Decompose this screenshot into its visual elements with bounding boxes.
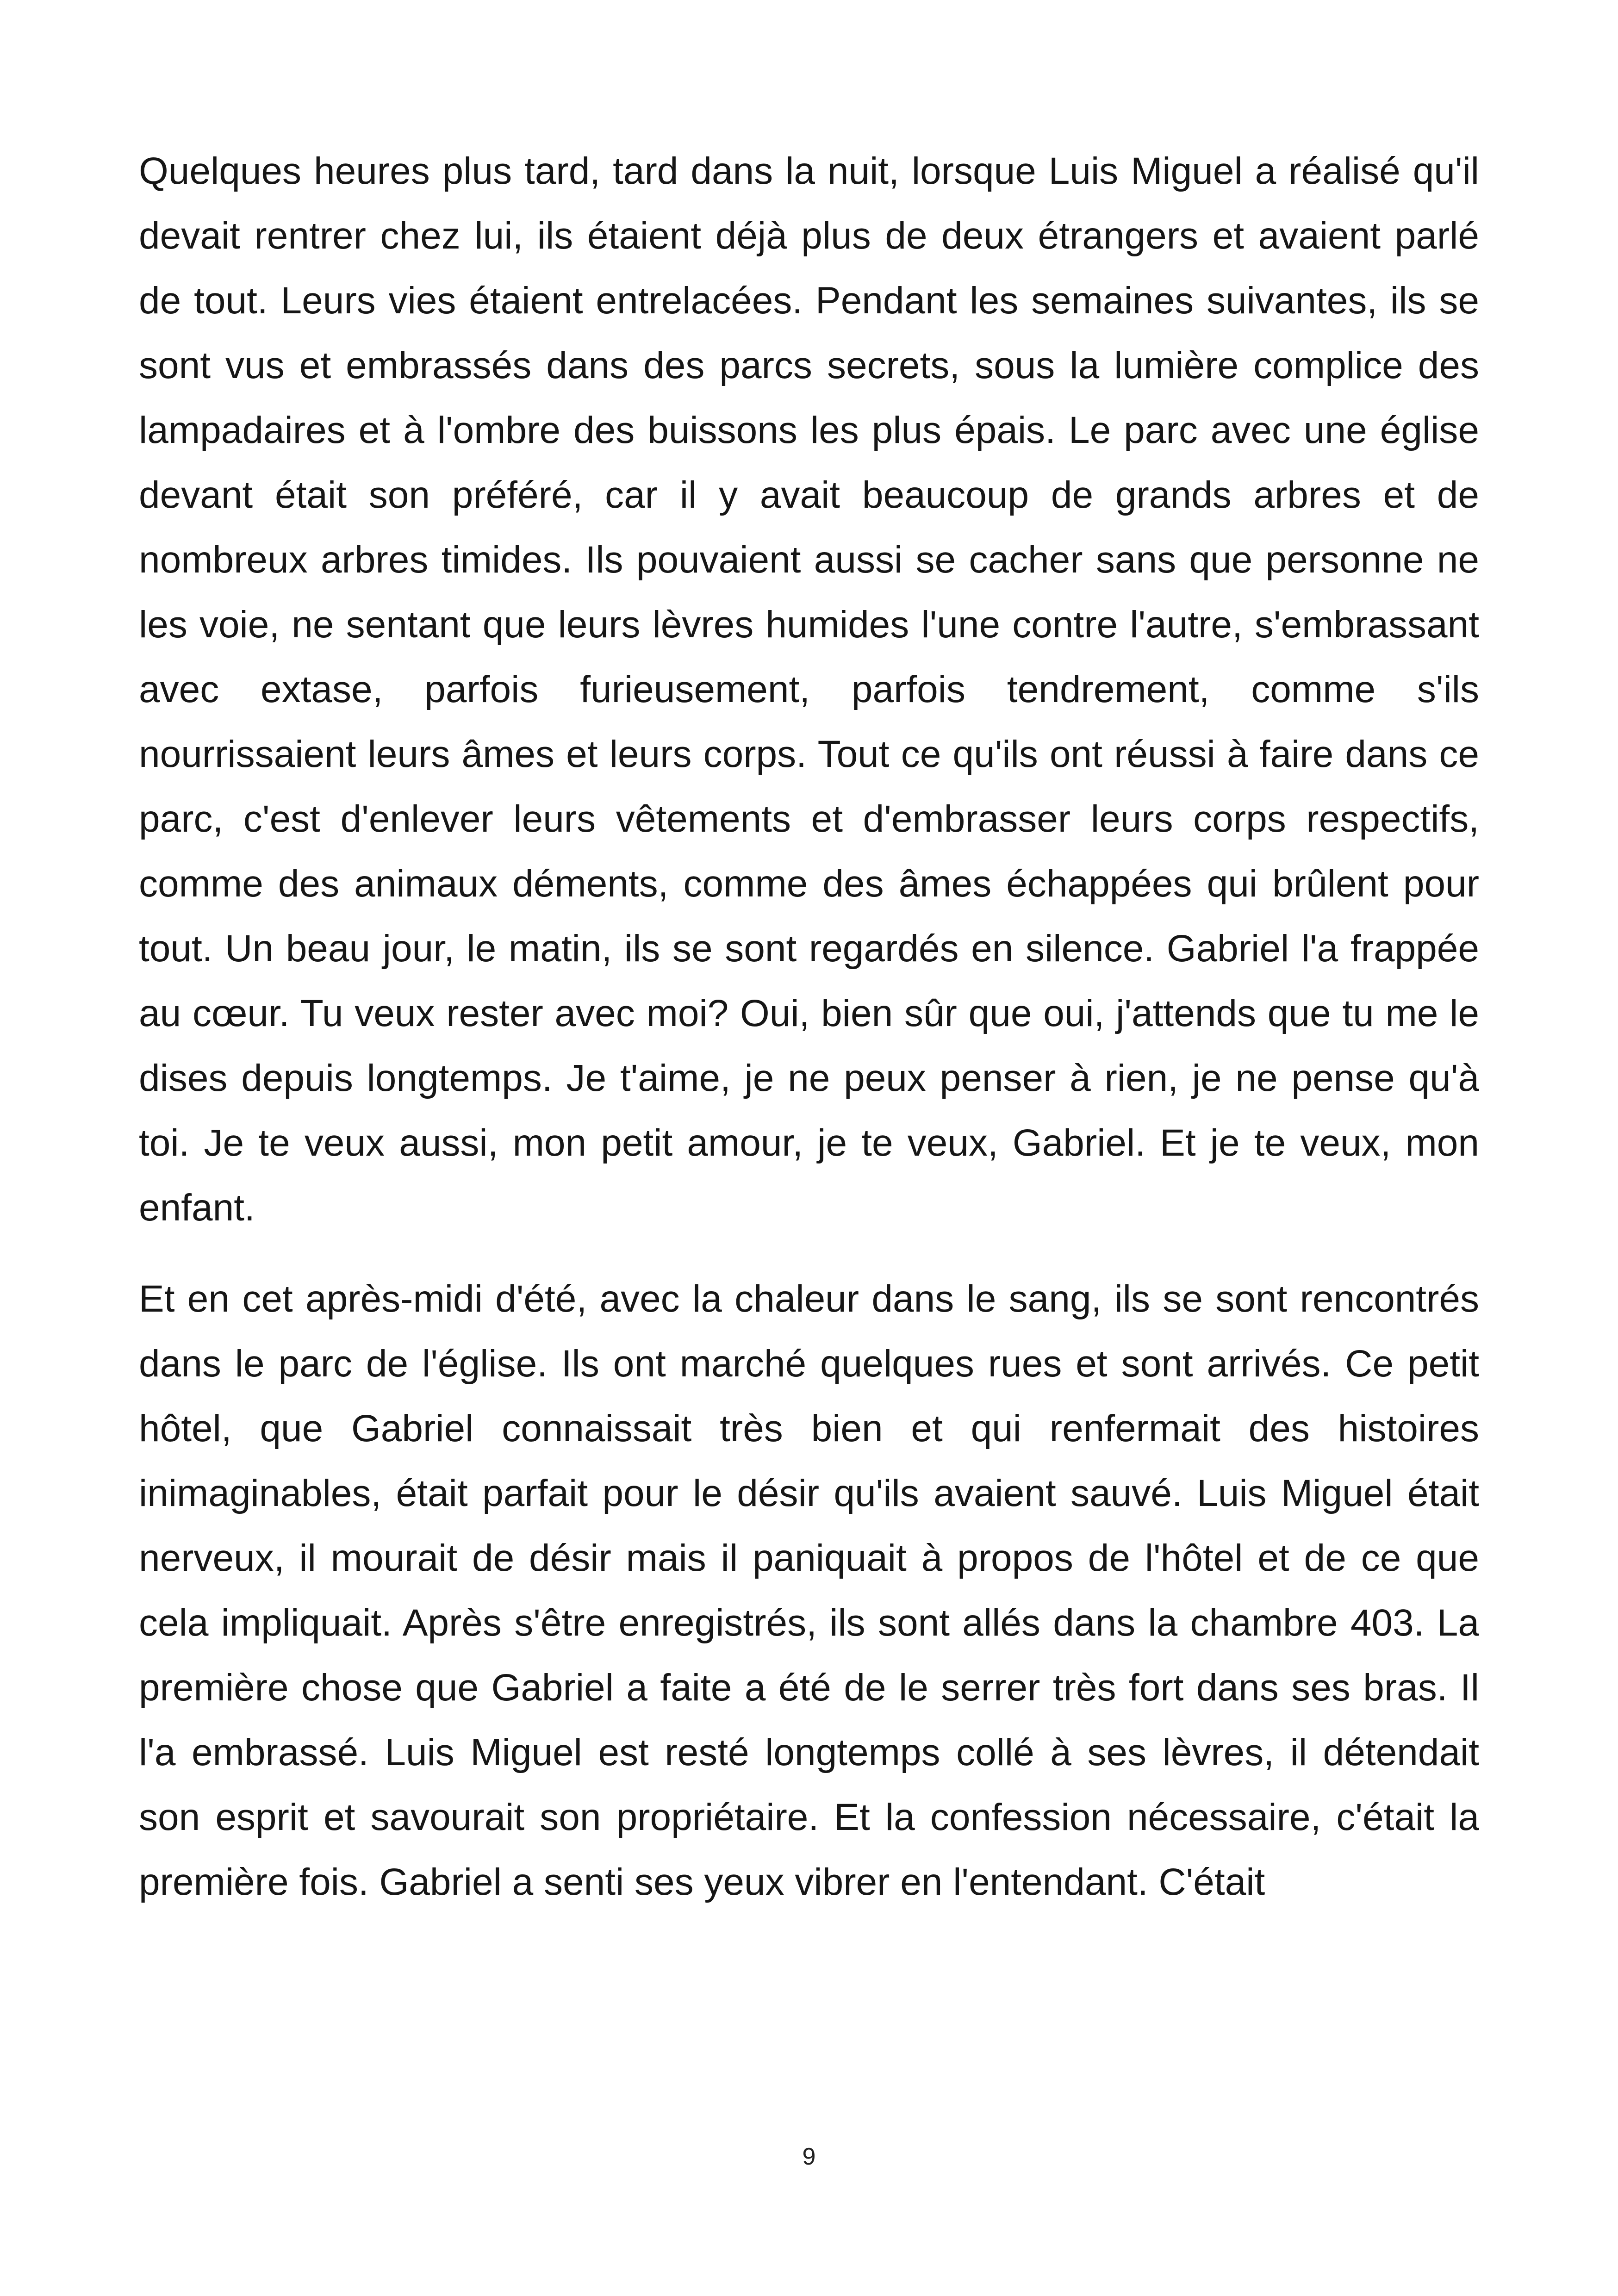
paragraph-2: Et en cet après-midi d'été, avec la chaleur dans le sang, ils se sont rencontrés dans le parc de l'église. Ils ont marché quelques rues et sont arrivés. Ce petit hôtel, que Gabriel connaissait très bien et qui renfermait des histoires inimaginables, était parfait pour le désir qu'ils avaient sauvé. Luis Miguel était nerveux, il mourait de désir mais il paniquait à propos de l'hôtel et de ce que cela impliquait. Après s'être enregistrés, ils sont allés dans la chambre 403. La première chose que Gabriel a faite a été de le serrer très fort dans ses bras. Il l'a embrassé. Luis Miguel est resté longtemps collé à ses lèvres, il détendait son esprit et savourait son propriétaire. Et la confession nécessaire, c'était la première fois. Gabriel a senti ses yeux vibrer en l'entendant. C'était [139, 1278, 1479, 1903]
page-number: 9 [802, 2143, 816, 2170]
document-body [139, 139, 1479, 1915]
paragraph-1: Quelques heures plus tard, tard dans la nuit, lorsque Luis Miguel a réalisé qu'il devait rentrer chez lui, ils étaient déjà plus de deux étrangers et avaient parlé de tout. Leurs vies étaient entrelacées. Pendant les semaines suivantes, ils se sont vus et embrassés dans des parcs secrets, sous la lumière complice des lampadaires et à l'ombre des buissons les plus épais. Le parc avec une église devant était son préféré, car il y avait beaucoup de grands arbres et de nombreux arbres timides. Ils pouvaient aussi se cacher sans que personne ne les voie, ne sentant que leurs lèvres humides l'une contre l'autre, s'embrassant avec extase, parfois furieusement, parfois tendrement, comme s'ils nourrissaient leurs âmes et leurs corps. Tout ce qu'ils ont réussi à faire dans ce parc, c'est d'enlever leurs vêtements et d'embrasser leurs corps respectifs, comme des animaux déments, comme des âmes échappées qui brûlent pour tout. Un beau jour, le matin, ils se sont regardés en silence. Gabriel l'a frappée au cœur. Tu veux rester avec moi? Oui, bien sûr que oui, j'attends que tu me le dises depuis longtemps. Je t'aime, je ne peux penser à rien, je ne pense qu'à toi. Je te veux aussi, mon petit amour, je te veux, Gabriel. Et je te veux, mon enfant. [139, 150, 1479, 1229]
